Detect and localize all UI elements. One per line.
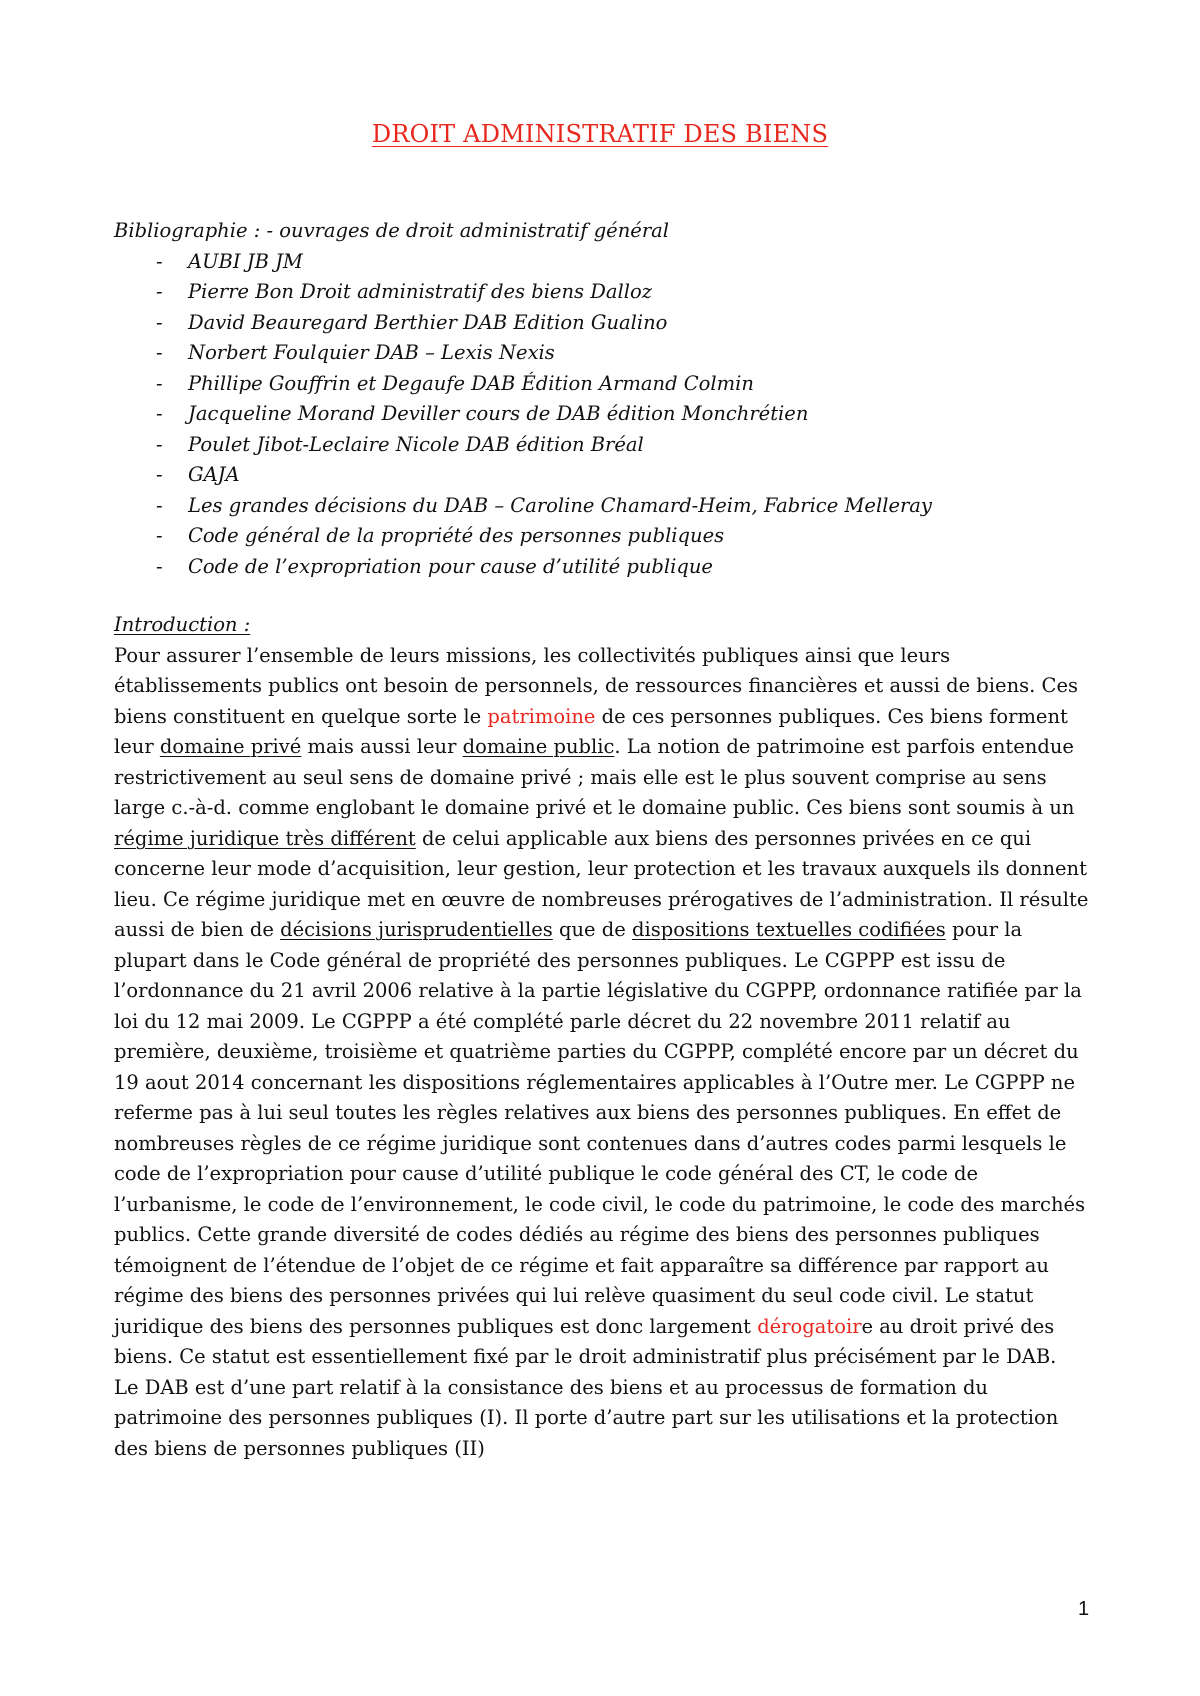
bullet-dash: -	[156, 493, 163, 517]
bullet-dash: -	[156, 554, 163, 578]
bullet-dash: -	[156, 310, 163, 334]
bullet-dash: -	[156, 341, 163, 364]
text-run: Pour assurer l’ensemble de leurs missions, les collectivités publiques ainsi que leurs établissements publics ont besoin de personnels, de ressources financières et aussi de biens. Ces biens constituent en quelque sorte le	[114, 643, 1078, 728]
bullet-dash: -	[156, 402, 163, 425]
page-number: 1	[1078, 1598, 1090, 1620]
bibliography-item-text: GAJA	[188, 463, 240, 486]
underlined-regime-juridique: régime juridique très différent	[114, 826, 416, 850]
bibliography-item	[114, 460, 1114, 491]
underlined-domaine-public: domaine public	[462, 735, 615, 758]
highlight-patrimoine: patrimoine	[487, 704, 596, 728]
bullet-dash: -	[156, 371, 163, 395]
document-title: DROIT ADMINISTRATIF DES BIENS	[371, 120, 829, 148]
bibliography-item-text: Phillipe Gouffrin et Degaufe DAB Édition Armand Colmin	[188, 371, 754, 395]
underlined-dispositions-textuelles: dispositions textuelles codifiées	[631, 918, 946, 941]
text-run: de celui applicable aux biens des personnes privées en ce qui concerne leur mode d’acquisition, leur gestion, leur protection et les travaux auxquels ils donnent lieu. Ce régime juridique met en œuvre de nombreuses prérogatives de l’administration. Il résulte aussi de bien de	[114, 826, 1089, 941]
bibliography-item-text: Jacqueline Morand Deviller cours de DAB édition Monchrétien	[188, 402, 809, 425]
bibliography-list	[114, 247, 1114, 583]
text-run: e au droit privé des biens. Ce statut est essentiellement fixé par le droit administratif plus précisément par le DAB.	[114, 1314, 1057, 1368]
bibliography-item	[114, 399, 1114, 430]
text-run: pour la plupart dans le Code général de propriété des personnes publiques. Le CGPPP est issu de l’ordonnance du 21 avril 2006 relative à la partie législative du CGPPP, ordonnance ratifiée par la loi du 12 mai 2009. Le CGPPP a été complété parle décret du 22 novembre 2011 relatif au première, deuxième, troisième et quatrième parties du CGPPP, complété encore par un décret du 19 aout 2014 concernant les dispositions réglementaires applicables à l’Outre mer. Le CGPPP ne referme pas à lui seul toutes les règles relatives aux biens des personnes publiques. En effet de nombreuses règles de ce régime juridique sont contenues dans d’autres codes parmi lesquels le code de l’expropriation pour cause d’utilité publique le code général des CT, le code de l’urbanisme, le code de l’environnement, le code civil, le code du patrimoine, le code des marchés publics. Cette grande diversité de codes dédiés au régime des biens des personnes publiques témoignent de l’étendue de l’objet de ce régime et fait apparaître sa différence par rapport au régime des biens des personnes privées qui lui relève quasiment du seul code civil. Le statut juridique des biens des personnes publiques est donc largement	[114, 918, 1086, 1338]
bibliography-item	[114, 552, 1114, 583]
bullet-dash: -	[156, 280, 163, 303]
text-run: mais aussi leur	[301, 735, 463, 758]
bibliography-item	[114, 369, 1114, 400]
bibliography-item	[114, 491, 1114, 522]
bullet-dash: -	[156, 463, 163, 486]
bibliography-item-text: Les grandes décisions du DAB – Caroline Chamard-Heim, Fabrice Melleray	[188, 493, 932, 517]
bibliography-item	[114, 247, 1114, 278]
bullet-dash: -	[156, 249, 163, 273]
underlined-decisions-jurisprudentielles: décisions jurisprudentielles	[280, 918, 553, 941]
bibliography-item-text: Pierre Bon Droit administratif des biens Dalloz	[188, 280, 652, 303]
introduction-paragraph-1	[114, 641, 1094, 1373]
bibliography-item	[114, 430, 1114, 461]
introduction-heading: Introduction :	[114, 613, 251, 636]
underlined-domaine-prive: domaine privé	[159, 735, 302, 758]
bibliography-section	[114, 216, 1114, 582]
bullet-dash: -	[156, 432, 163, 456]
bibliography-item-text: David Beauregard Berthier DAB Edition Gualino	[188, 310, 668, 334]
bibliography-item	[114, 338, 1114, 369]
bibliography-heading: Bibliographie : - ouvrages de droit administratif général	[114, 219, 670, 242]
bibliography-item	[114, 521, 1114, 552]
bibliography-item-text: AUBI JB JM	[188, 249, 303, 273]
text-run: de ces personnes publiques. Ces biens forment leur	[114, 704, 1068, 758]
introduction-paragraph-2: Le DAB est d’une part relatif à la consistance des biens et au processus de formation du patrimoine des personnes publiques (I). Il porte d’autre part sur les utilisations et la protection des biens de personnes publiques (II)	[114, 1375, 1059, 1460]
bibliography-item-text: Code de l’expropriation pour cause d’utilité publique	[188, 554, 713, 578]
bibliography-item-text: Norbert Foulquier DAB – Lexis Nexis	[188, 341, 555, 364]
highlight-derogatoire: dérogatoir	[757, 1314, 862, 1338]
bullet-dash: -	[156, 524, 163, 547]
text-run: . La notion de patrimoine est parfois entendue restrictivement au seul sens de domaine privé ; mais elle est le plus souvent comprise au sens large c.-à-d. comme englobant le domaine privé et le domaine public. Ces biens sont soumis à un	[114, 735, 1075, 819]
text-run: que de	[552, 918, 632, 941]
bibliography-item	[114, 277, 1114, 308]
bibliography-item-text: Poulet Jibot-Leclaire Nicole DAB édition Bréal	[188, 432, 644, 456]
bibliography-item	[114, 308, 1114, 339]
bibliography-item-text: Code général de la propriété des personnes publiques	[188, 524, 725, 547]
introduction-section	[114, 610, 1094, 1464]
